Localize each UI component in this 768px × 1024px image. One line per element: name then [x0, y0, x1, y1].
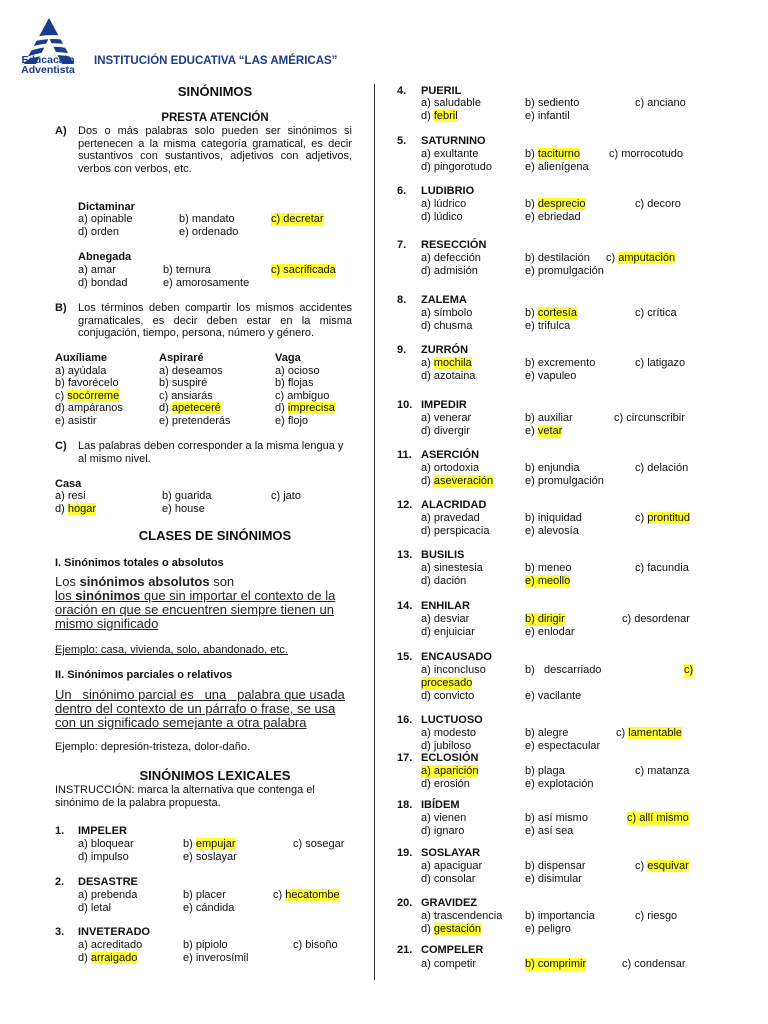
option-c: c) crítica: [635, 307, 677, 319]
question-number: 14.: [397, 600, 413, 612]
question-number: 3.: [55, 926, 65, 938]
option-d: d) impulso: [78, 851, 129, 863]
question-word: ECLOSIÓN: [421, 752, 479, 764]
option-c: c) matanza: [635, 765, 690, 777]
question-word: DESASTRE: [78, 876, 138, 888]
option-b: b) sediento: [525, 97, 580, 109]
handwritten-note-totales: [55, 575, 355, 631]
option-e: e) vapuleo: [525, 370, 577, 382]
question-number: 20.: [397, 897, 413, 909]
option-c: c) sosegar: [293, 838, 345, 850]
option-c: c) jato: [271, 490, 301, 502]
rule-c-label: C): [55, 440, 67, 452]
example-word: Casa: [55, 478, 82, 490]
question-8: [397, 294, 737, 334]
option-a: a) bloquear: [78, 838, 134, 850]
logo-line-1: Educación: [21, 54, 75, 66]
option-a: a) ayúdala: [55, 364, 107, 377]
question-word: ZALEMA: [421, 294, 467, 306]
option-b-highlighted: taciturno: [537, 148, 581, 160]
option-a-prefix: a): [421, 357, 434, 369]
option-b-prefix: b): [525, 198, 538, 210]
option-b-highlighted: empujar: [195, 838, 236, 850]
option-b-prefix: b): [525, 148, 538, 160]
option-c: c) desordenar: [622, 613, 690, 625]
option-d: d) dación: [421, 575, 467, 587]
option-c: c) anciano: [635, 97, 686, 109]
option-c-highlighted: c) sacrificada: [271, 264, 336, 276]
question-word: ENHILAR: [421, 600, 470, 612]
question-5: [397, 135, 737, 175]
section-subtitle: PRESTA ATENCIÓN: [161, 112, 269, 124]
option-e: e) asistir: [55, 414, 97, 427]
question-number: 15.: [397, 651, 413, 663]
option-b-prefix: b): [525, 307, 538, 319]
question-number: 1.: [55, 825, 65, 837]
option-e: e) trifulca: [525, 320, 571, 332]
option-b: b) dispensar: [525, 860, 586, 872]
note-bold: sinónimos: [75, 588, 141, 603]
option-b: b) alegre: [525, 727, 569, 739]
option-d: d) orden: [78, 226, 119, 238]
example-word: Dictaminar: [78, 201, 135, 213]
option-d: d) erosión: [421, 778, 470, 790]
option-b: b) excremento: [525, 357, 596, 369]
option-e: e) ebriedad: [525, 211, 581, 223]
question-number: 8.: [397, 294, 407, 306]
question-word: SOSLAYAR: [421, 847, 481, 859]
question-number: 11.: [397, 449, 412, 461]
question-13: [397, 549, 737, 589]
question-number: 13.: [397, 549, 413, 561]
question-number: 17.: [397, 752, 413, 764]
column-divider: [374, 84, 375, 980]
example-word: Vaga: [275, 352, 301, 364]
note-line-1: Un sinónimo parcial es una palabra que usada: [55, 687, 345, 702]
option-b-highlighted: cortesía: [537, 307, 577, 319]
note-text: son: [209, 574, 235, 589]
option-b: b) meneo: [525, 562, 572, 574]
question-word: COMPELER: [421, 944, 484, 956]
note-line-4: mismo significado: [55, 616, 159, 631]
option-d-highlighted: hogar: [67, 503, 96, 515]
option-b: b) mandato: [179, 213, 235, 225]
note-line-3: con un significado semejante a otra palabra: [55, 715, 307, 730]
note-text: los: [55, 588, 76, 603]
example-auxiliame: [55, 352, 123, 427]
option-c-prefix: c): [273, 889, 286, 901]
option-e: e) soslayar: [183, 851, 237, 863]
option-e: e) disimular: [525, 873, 582, 885]
option-a-highlighted: mochila: [433, 357, 472, 369]
option-d-highlighted: aseveración: [433, 475, 494, 487]
option-c: c) riesgo: [635, 910, 678, 922]
option-b: b) guarida: [162, 490, 212, 502]
option-c-highlighted: c): [684, 664, 694, 676]
option-a: a) vienen: [421, 812, 467, 824]
option-a: a) modesto: [421, 727, 477, 739]
option-b: b) ternura: [163, 264, 211, 276]
rule-b-label: B): [55, 302, 67, 314]
question-4: [397, 85, 737, 125]
question-16: [397, 714, 737, 754]
option-e: e) alienígena: [525, 161, 589, 173]
option-d-prefix: d): [159, 402, 172, 414]
option-a: a) prebenda: [78, 889, 138, 901]
option-a: a) opinable: [78, 213, 133, 225]
option-c: c) circunscribir: [614, 412, 685, 424]
option-c-prefix: c): [616, 727, 629, 739]
option-b: b) placer: [183, 889, 226, 901]
question-word: IBÍDEM: [421, 799, 460, 811]
example-dictaminar: [78, 201, 368, 241]
option-b: b) así mismo: [525, 812, 588, 824]
option-c: c) morrocotudo: [609, 148, 683, 160]
question-18: [397, 799, 737, 839]
subsection-totales: I. Sinónimos totales o absolutos: [55, 557, 224, 569]
question-number: 4.: [397, 85, 407, 97]
option-e: e) vacilante: [525, 690, 582, 702]
option-c-highlighted: prontitud: [647, 512, 691, 524]
option-d-prefix: d): [421, 110, 434, 122]
option-b-prefix: b): [183, 838, 196, 850]
question-3: [55, 926, 365, 966]
question-number: 21.: [397, 944, 413, 956]
handwritten-note-parciales: [55, 688, 355, 730]
option-e-prefix: e): [525, 425, 538, 437]
question-word: LUDIBRIO: [421, 185, 475, 197]
option-d-highlighted: apeteceré: [171, 402, 221, 414]
option-c-continued-highlighted: procesado: [421, 677, 473, 689]
logo-line-2: Adventista: [21, 64, 75, 76]
option-b: b) enjundia: [525, 462, 580, 474]
example-aspirare: [159, 352, 231, 427]
subsection-parciales: II. Sinónimos parciales o relativos: [55, 669, 233, 681]
option-d-highlighted: arraigado: [90, 952, 138, 964]
option-b: b) importancia: [525, 910, 595, 922]
option-a: a) pravedad: [421, 512, 480, 524]
section-title-clases: CLASES DE SINÓNIMOS: [138, 528, 292, 543]
question-number: 10.: [397, 399, 413, 411]
question-word: IMPEDIR: [421, 399, 467, 411]
option-e: e) promulgación: [525, 265, 604, 277]
option-c-highlighted: amputación: [618, 252, 676, 264]
option-a: a) símbolo: [421, 307, 473, 319]
option-a-highlighted: a) aparición: [421, 765, 479, 777]
option-d-highlighted: febril: [433, 110, 458, 122]
option-a: a) competir: [421, 958, 477, 970]
example-totales: Ejemplo: casa, vivienda, solo, abandonado, etc.: [55, 644, 288, 656]
question-1: [55, 825, 365, 865]
option-e: e) amorosamente: [163, 277, 250, 289]
question-19: [397, 847, 737, 887]
option-a: a) resi: [55, 490, 86, 502]
option-b: b) suspiré: [159, 377, 208, 389]
option-e-highlighted: vetar: [537, 425, 563, 437]
example-word: Auxíliame: [55, 352, 107, 364]
option-d: d) bondad: [78, 277, 128, 289]
option-a: a) venerar: [421, 412, 472, 424]
option-e-highlighted: e) meollo: [525, 575, 571, 587]
option-c: c) bisoño: [293, 939, 338, 951]
option-d-prefix: d): [275, 402, 288, 414]
question-number: 18.: [397, 799, 413, 811]
question-word: PUERIL: [421, 85, 462, 97]
question-2: [55, 876, 365, 916]
option-c-prefix: c): [635, 512, 648, 524]
example-parciales: Ejemplo: depresión-tristeza, dolor-daño.: [55, 741, 251, 753]
question-15: [397, 651, 737, 703]
option-d: d) lúdico: [421, 211, 463, 223]
option-a: a) ocioso: [275, 364, 320, 377]
note-text: Los: [55, 574, 80, 589]
section-title-lexicales: SINÓNIMOS LEXICALES: [139, 768, 291, 783]
question-21: [397, 944, 737, 974]
question-number: 5.: [397, 135, 407, 147]
question-number: 6.: [397, 185, 407, 197]
option-e: e) pretenderás: [159, 414, 231, 427]
rule-b-text: Los términos deben compartir los mismos accidentes gramaticales, es decir deben estar en la misma conjugación, tiempo, persona, número y género.: [78, 302, 352, 339]
examples-columns: [55, 352, 365, 430]
option-e: e) explotación: [525, 778, 594, 790]
rule-a-label: A): [55, 125, 67, 137]
option-d: d) consolar: [421, 873, 476, 885]
option-d: d) pingorotudo: [421, 161, 492, 173]
example-casa: [55, 478, 345, 518]
question-number: 12.: [397, 499, 413, 511]
option-e: e) promulgación: [525, 475, 604, 487]
question-number: 19.: [397, 847, 413, 859]
option-b: b) iniquidad: [525, 512, 582, 524]
question-word: ALACRIDAD: [421, 499, 487, 511]
option-a: a) apaciguar: [421, 860, 483, 872]
option-c: c) delación: [635, 462, 689, 474]
example-word: Abnegada: [78, 251, 132, 263]
question-word: ENCAUSADO: [421, 651, 492, 663]
note-line-2: dentro del contexto de un párrafo o frase, se usa: [55, 701, 336, 716]
option-e: e) inverosímil: [183, 952, 249, 964]
instruction-text: INSTRUCCIÓN: marca la alternativa que contenga el sinónimo de la palabra propuesta.: [55, 784, 315, 809]
option-c: c) condensar: [622, 958, 686, 970]
logo-text: [8, 55, 88, 75]
option-e: e) así sea: [525, 825, 574, 837]
option-b-highlighted: b) comprimir: [525, 958, 587, 970]
question-word: ZURRÓN: [421, 344, 469, 356]
option-a: a) inconcluso: [421, 664, 486, 676]
option-b: b) auxiliar: [525, 412, 573, 424]
rule-a-text: Dos o más palabras solo pueden ser sinónimos si pertenecen a la misma categoría gramatical, es decir sustantivos con sustantivos, adjetivos con adjetivos, verbos con verbos, etc.: [78, 125, 352, 175]
option-a: a) trascendencia: [421, 910, 503, 922]
option-c-prefix: c): [635, 860, 648, 872]
question-10: [397, 399, 737, 439]
option-b: b) descarriado: [525, 664, 602, 676]
option-b: b) pipiolo: [183, 939, 228, 951]
option-a: a) desviar: [421, 613, 470, 625]
question-17: [397, 752, 737, 792]
option-e: e) house: [162, 503, 205, 515]
option-a: a) amar: [78, 264, 116, 276]
question-word: LUCTUOSO: [421, 714, 483, 726]
option-d: d) admisión: [421, 265, 478, 277]
option-a: a) saludable: [421, 97, 481, 109]
option-d: d) enjuiciar: [421, 626, 475, 638]
question-12: [397, 499, 737, 539]
question-word: INVETERADO: [78, 926, 151, 938]
note-text: que sin importar el contexto de la: [140, 588, 336, 603]
option-b: b) plaga: [525, 765, 565, 777]
option-e: e) enlodar: [525, 626, 575, 638]
question-word: IMPELER: [78, 825, 127, 837]
option-b-highlighted: b) dirigir: [525, 613, 565, 625]
option-e: e) espectacular: [525, 740, 601, 752]
note-bold: sinónimos absolutos: [79, 574, 210, 589]
question-word: RESECCIÓN: [421, 239, 487, 251]
option-d: d) ampáranos: [55, 402, 123, 414]
option-c-highlighted: socórreme: [67, 389, 120, 402]
question-6: [397, 185, 737, 225]
option-c-prefix: c): [606, 252, 619, 264]
example-word: Aspiraré: [159, 352, 204, 364]
option-e: e) cándida: [183, 902, 235, 914]
option-d-prefix: d): [55, 503, 68, 515]
option-e: e) ordenado: [179, 226, 239, 238]
option-c: c) ansiarás: [159, 389, 213, 402]
option-a: a) lúdrico: [421, 198, 467, 210]
example-vaga: [275, 352, 335, 427]
option-d: d) perspicacia: [421, 525, 490, 537]
option-a: a) defección: [421, 252, 481, 264]
question-20: [397, 897, 737, 937]
option-c: c) latigazo: [635, 357, 686, 369]
option-d: d) ignaro: [421, 825, 465, 837]
option-d-prefix: d): [421, 923, 434, 935]
option-c-highlighted: c) decretar: [271, 213, 324, 225]
option-d-prefix: d): [421, 475, 434, 487]
question-14: [397, 600, 737, 640]
option-d: d) chusma: [421, 320, 473, 332]
option-c: c) facundia: [635, 562, 689, 574]
note-line-3: oración en que se encuentren siempre tienen un: [55, 602, 334, 617]
option-d: d) azotaina: [421, 370, 476, 382]
option-a: a) deseamos: [159, 364, 223, 377]
question-7: [397, 239, 737, 279]
option-d: d) jubiloso: [421, 740, 472, 752]
question-number: 2.: [55, 876, 65, 888]
option-a: a) sinestesia: [421, 562, 483, 574]
option-c: c) ambiguo: [275, 389, 330, 402]
option-b: b) flojas: [275, 377, 314, 389]
option-b: b) favorécelo: [55, 377, 119, 389]
option-c-highlighted: esquivar: [647, 860, 689, 872]
institution-name: INSTITUCIÓN EDUCATIVA “LAS AMÉRICAS”: [94, 55, 338, 67]
question-word: GRAVIDEZ: [421, 897, 478, 909]
option-c-highlighted: hecatombe: [285, 889, 340, 901]
option-d: d) divergir: [421, 425, 470, 437]
rule-c-text: Las palabras deben corresponder a la misma lengua y al mismo nivel.: [78, 440, 344, 465]
question-9: [397, 344, 737, 384]
option-a: a) acreditado: [78, 939, 143, 951]
option-e: e) peligro: [525, 923, 571, 935]
option-d-highlighted: imprecisa: [287, 402, 335, 414]
question-number: 9.: [397, 344, 407, 356]
option-b-highlighted: desprecio: [537, 198, 586, 210]
option-c-highlighted: lamentable: [628, 727, 683, 739]
question-11: [397, 449, 737, 489]
option-a: a) ortodoxia: [421, 462, 480, 474]
question-number: 7.: [397, 239, 407, 251]
page-title: SINÓNIMOS: [177, 84, 253, 99]
option-c-highlighted: c) allí mismo: [627, 812, 689, 824]
example-abnegada: [78, 251, 368, 291]
option-d-prefix: d): [78, 952, 91, 964]
option-d-highlighted: gestación: [433, 923, 481, 935]
option-c: c) decoro: [635, 198, 681, 210]
option-c-prefix: c): [55, 389, 68, 402]
option-a: a) exultante: [421, 148, 479, 160]
option-d: d) convicto: [421, 690, 475, 702]
option-e: e) alevosía: [525, 525, 579, 537]
question-number: 16.: [397, 714, 413, 726]
option-e: e) infantil: [525, 110, 570, 122]
question-word: ASERCIÓN: [421, 449, 480, 461]
question-word: SATURNINO: [421, 135, 486, 147]
option-b: b) destilación: [525, 252, 590, 264]
option-e: e) flojo: [275, 414, 309, 427]
option-d: d) letal: [78, 902, 112, 914]
question-word: BUSILIS: [421, 549, 465, 561]
